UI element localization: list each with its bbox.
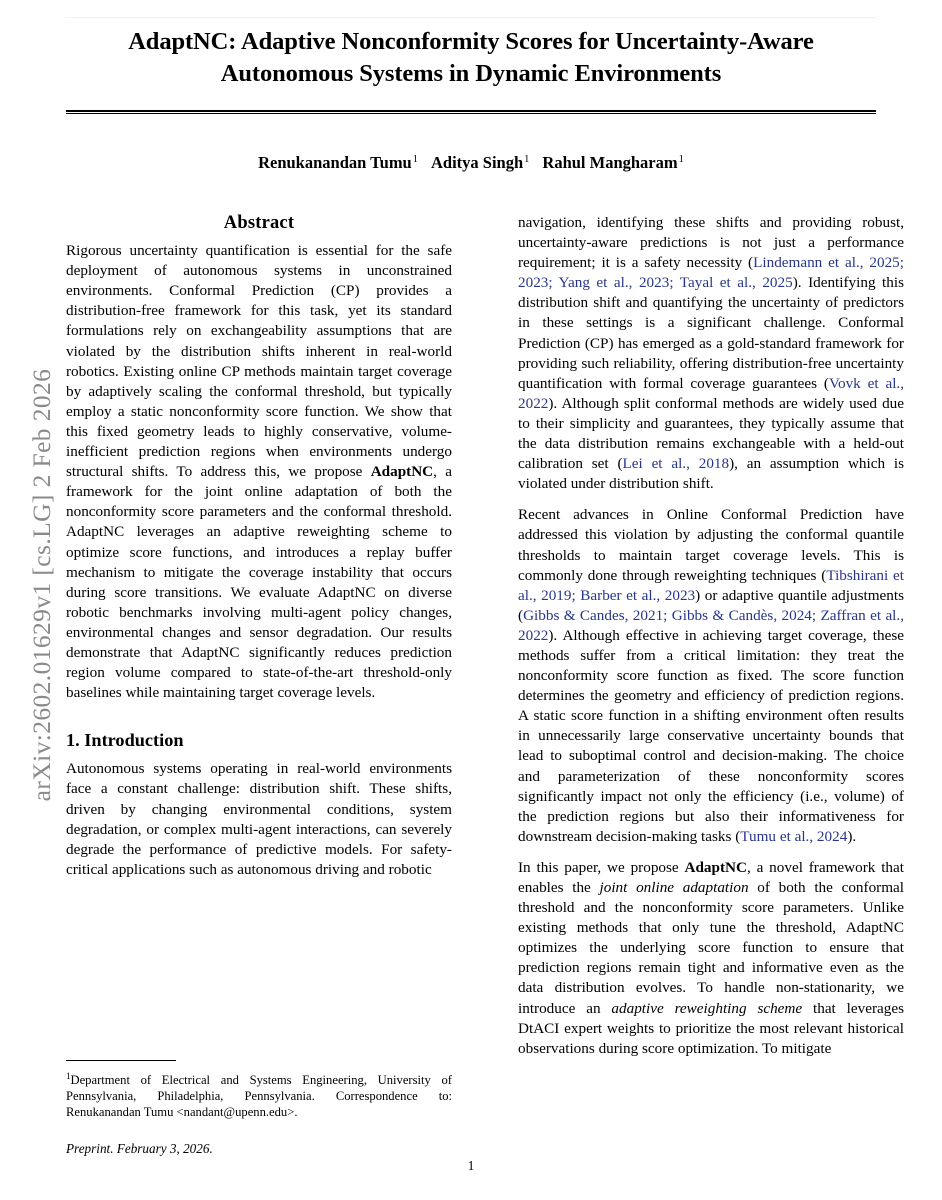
right-column [518,213,904,1059]
paragraph-segment: that leverages DtACI expert weights to prioritize the most relevant historical observations during score optimization. To mitigate [518,999,904,1057]
footnote-block [66,1060,452,1158]
author-affiliation-marker: 1 [412,153,418,165]
paragraph-segment: , a novel framework that enables the [518,858,904,896]
author-list [66,153,876,173]
abstract-heading: Abstract [223,213,295,233]
preprint-notice: Preprint. February 3, 2026. [66,1141,213,1157]
footnote-text: Department of Electrical and Systems Engineering, University of Pennsylvania, Philadelphia, Pennsylvania. Correspondence to: Renukanandan Tumu <nandant@upenn.edu>. [66,1073,452,1120]
paragraph-segment: navigation, identifying these shifts and providing robust, uncertainty-aware predictions is not just a performance requirement; it is a safety necessity ( [518,214,904,272]
footnote-affiliation [66,1068,452,1120]
citation-link[interactable]: Vovk et al., 2022 [518,374,905,412]
footnote-marker: 1 [66,1071,71,1081]
right-paragraph-2 [518,505,904,847]
paragraph-segment: In this paper, we propose [518,858,685,876]
citation-link[interactable]: Tumu et al., 2024 [740,827,848,845]
arxiv-identifier-stamp: arXiv:2602.01629v1 [cs.LG] 2 Feb 2026 [27,368,56,802]
citation-link[interactable]: Gibbs & Candes, 2021; Gibbs & Candès, 2024; Zaffran et al., 2022 [518,606,904,644]
paragraph-segment: ). [847,827,857,845]
italic-term: adaptive reweighting scheme [611,999,803,1017]
paper-page [66,0,905,1200]
right-paragraph-3 [518,858,904,1059]
citation-link[interactable]: Tibshirani et al., 2019; Barber et al., 2023 [518,566,904,604]
section-heading-introduction: 1. Introduction [66,730,184,751]
paragraph-segment: Recent advances in Online Conformal Prediction have addressed this violation by adjusting the conformal quantile thresholds to maintain target coverage levels. This is commonly done through reweighting techniques ( [518,506,904,584]
paragraph-segment: ). Although effective in achieving target coverage, these methods suffer from a critical limitation: they treat the nonconformity score function as fixed. The score function determines the geometry and efficiency of prediction regions. A static score function in a shifting environment often results in unnecessarily large conservative uncertainty bounds that lead to suboptimal control and decision-making. The choice and parameterization of these nonconformity scores significantly impact not only the efficiency (i.e., volume) of the prediction regions but also their informativeness for downstream decision-making tasks ( [518,626,904,845]
paragraph-segment: of both the conformal threshold and the nonconformity score parameters. Unlike existing methods that only tune the threshold, AdaptNC optimizes the underlying score function to ensure that prediction regions remain tight and informative even as the data distribution evolves. To handle non-stationarity, we introduce an [518,879,905,1017]
paragraph-segment: ). Although split conformal methods are widely used due to their simplicity and guarantees, they typically assume that the data distribution remains exchangeable with a held-out calibration set ( [518,394,904,473]
author-name: Renukanandan Tumu [258,153,412,172]
author-name: Rahul Mangharam [542,153,678,172]
title-double-rule-divider [66,110,876,114]
citation-link[interactable]: Lei et al., 2018 [622,455,730,473]
title-block [66,26,876,90]
paragraph-segment: ), an assumption which is violated under distribution shift. [518,455,905,493]
page-title: AdaptNC: Adaptive Nonconformity Scores for Uncertainty-Aware Autonomous Systems in Dynamic Environments [128,28,814,87]
abstract-bold-term: AdaptNC [370,463,434,481]
author-affiliation-marker: 1 [678,153,684,165]
top-rule-divider [66,17,876,18]
author-entry [258,153,418,172]
author-name: Aditya Singh [430,153,524,172]
paragraph-segment: ) or adaptive quantile adjustments ( [518,586,904,624]
page-number: 1 [467,1158,475,1173]
footnote-rule-divider [66,1060,176,1061]
citation-link[interactable]: Lindemann et al., 2025; 2023; Yang et al., 2023; Tayal et al., 2025 [518,254,904,292]
author-entry [431,153,529,172]
italic-term: joint online adaptation [599,879,749,896]
introduction-paragraph-1: Autonomous systems operating in real-world environments face a constant challenge: distribution shift. These shifts, driven by changing environmental conditions, system degradation, or complex multi-agent interactions, can severely degrade the performance of predictive models. For safety-critical applications such as autonomous driving and robotic [66,760,452,878]
abstract-text-segment-1: Rigorous uncertainty quantification is essential for the safe deployment of autonomous systems in unconstrained environments. Conformal Prediction (CP) provides a distribution-free framework for this task, yet its standard formulations rely on exchangeability assumptions that are violated by the distribution shifts inherent in real-world robotics. Existing online CP methods maintain target coverage by adaptively scaling the conformal threshold, but typically employ a static nonconformity score function. We show that this fixed geometry leads to highly conservative, volume-inefficient prediction regions when environments undergo structural shifts. To address this, we propose [66,242,452,481]
bold-term: AdaptNC [684,858,747,876]
paragraph-segment: ). Identifying this distribution shift and quantifying the uncertainty of predictors in these settings is a significant challenge. Conformal Prediction (CP) has emerged as a gold-standard framework for providing such reliability, offering distribution-free uncertainty quantification with formal coverage guarantees ( [518,274,904,392]
author-entry [542,153,683,172]
abstract-text-segment-2: , a framework for the joint online adaptation of both the nonconformity score parameters and the conformal threshold. AdaptNC leverages an adaptive reweighting scheme to optimize score functions, and introduces a replay buffer mechanism to mitigate the coverage instability that occurs during score transitions. We evaluate AdaptNC on diverse robotic benchmarks involving multi-agent policy changes, environmental changes and sensor degradation. Our results demonstrate that AdaptNC significantly reduces prediction region volume compared to state-of-the-art threshold-only baselines while maintaining target coverage levels. [66,463,452,702]
abstract-text [66,241,452,703]
author-affiliation-marker: 1 [524,153,530,165]
right-paragraph-1 [518,213,904,494]
left-column [66,213,452,880]
